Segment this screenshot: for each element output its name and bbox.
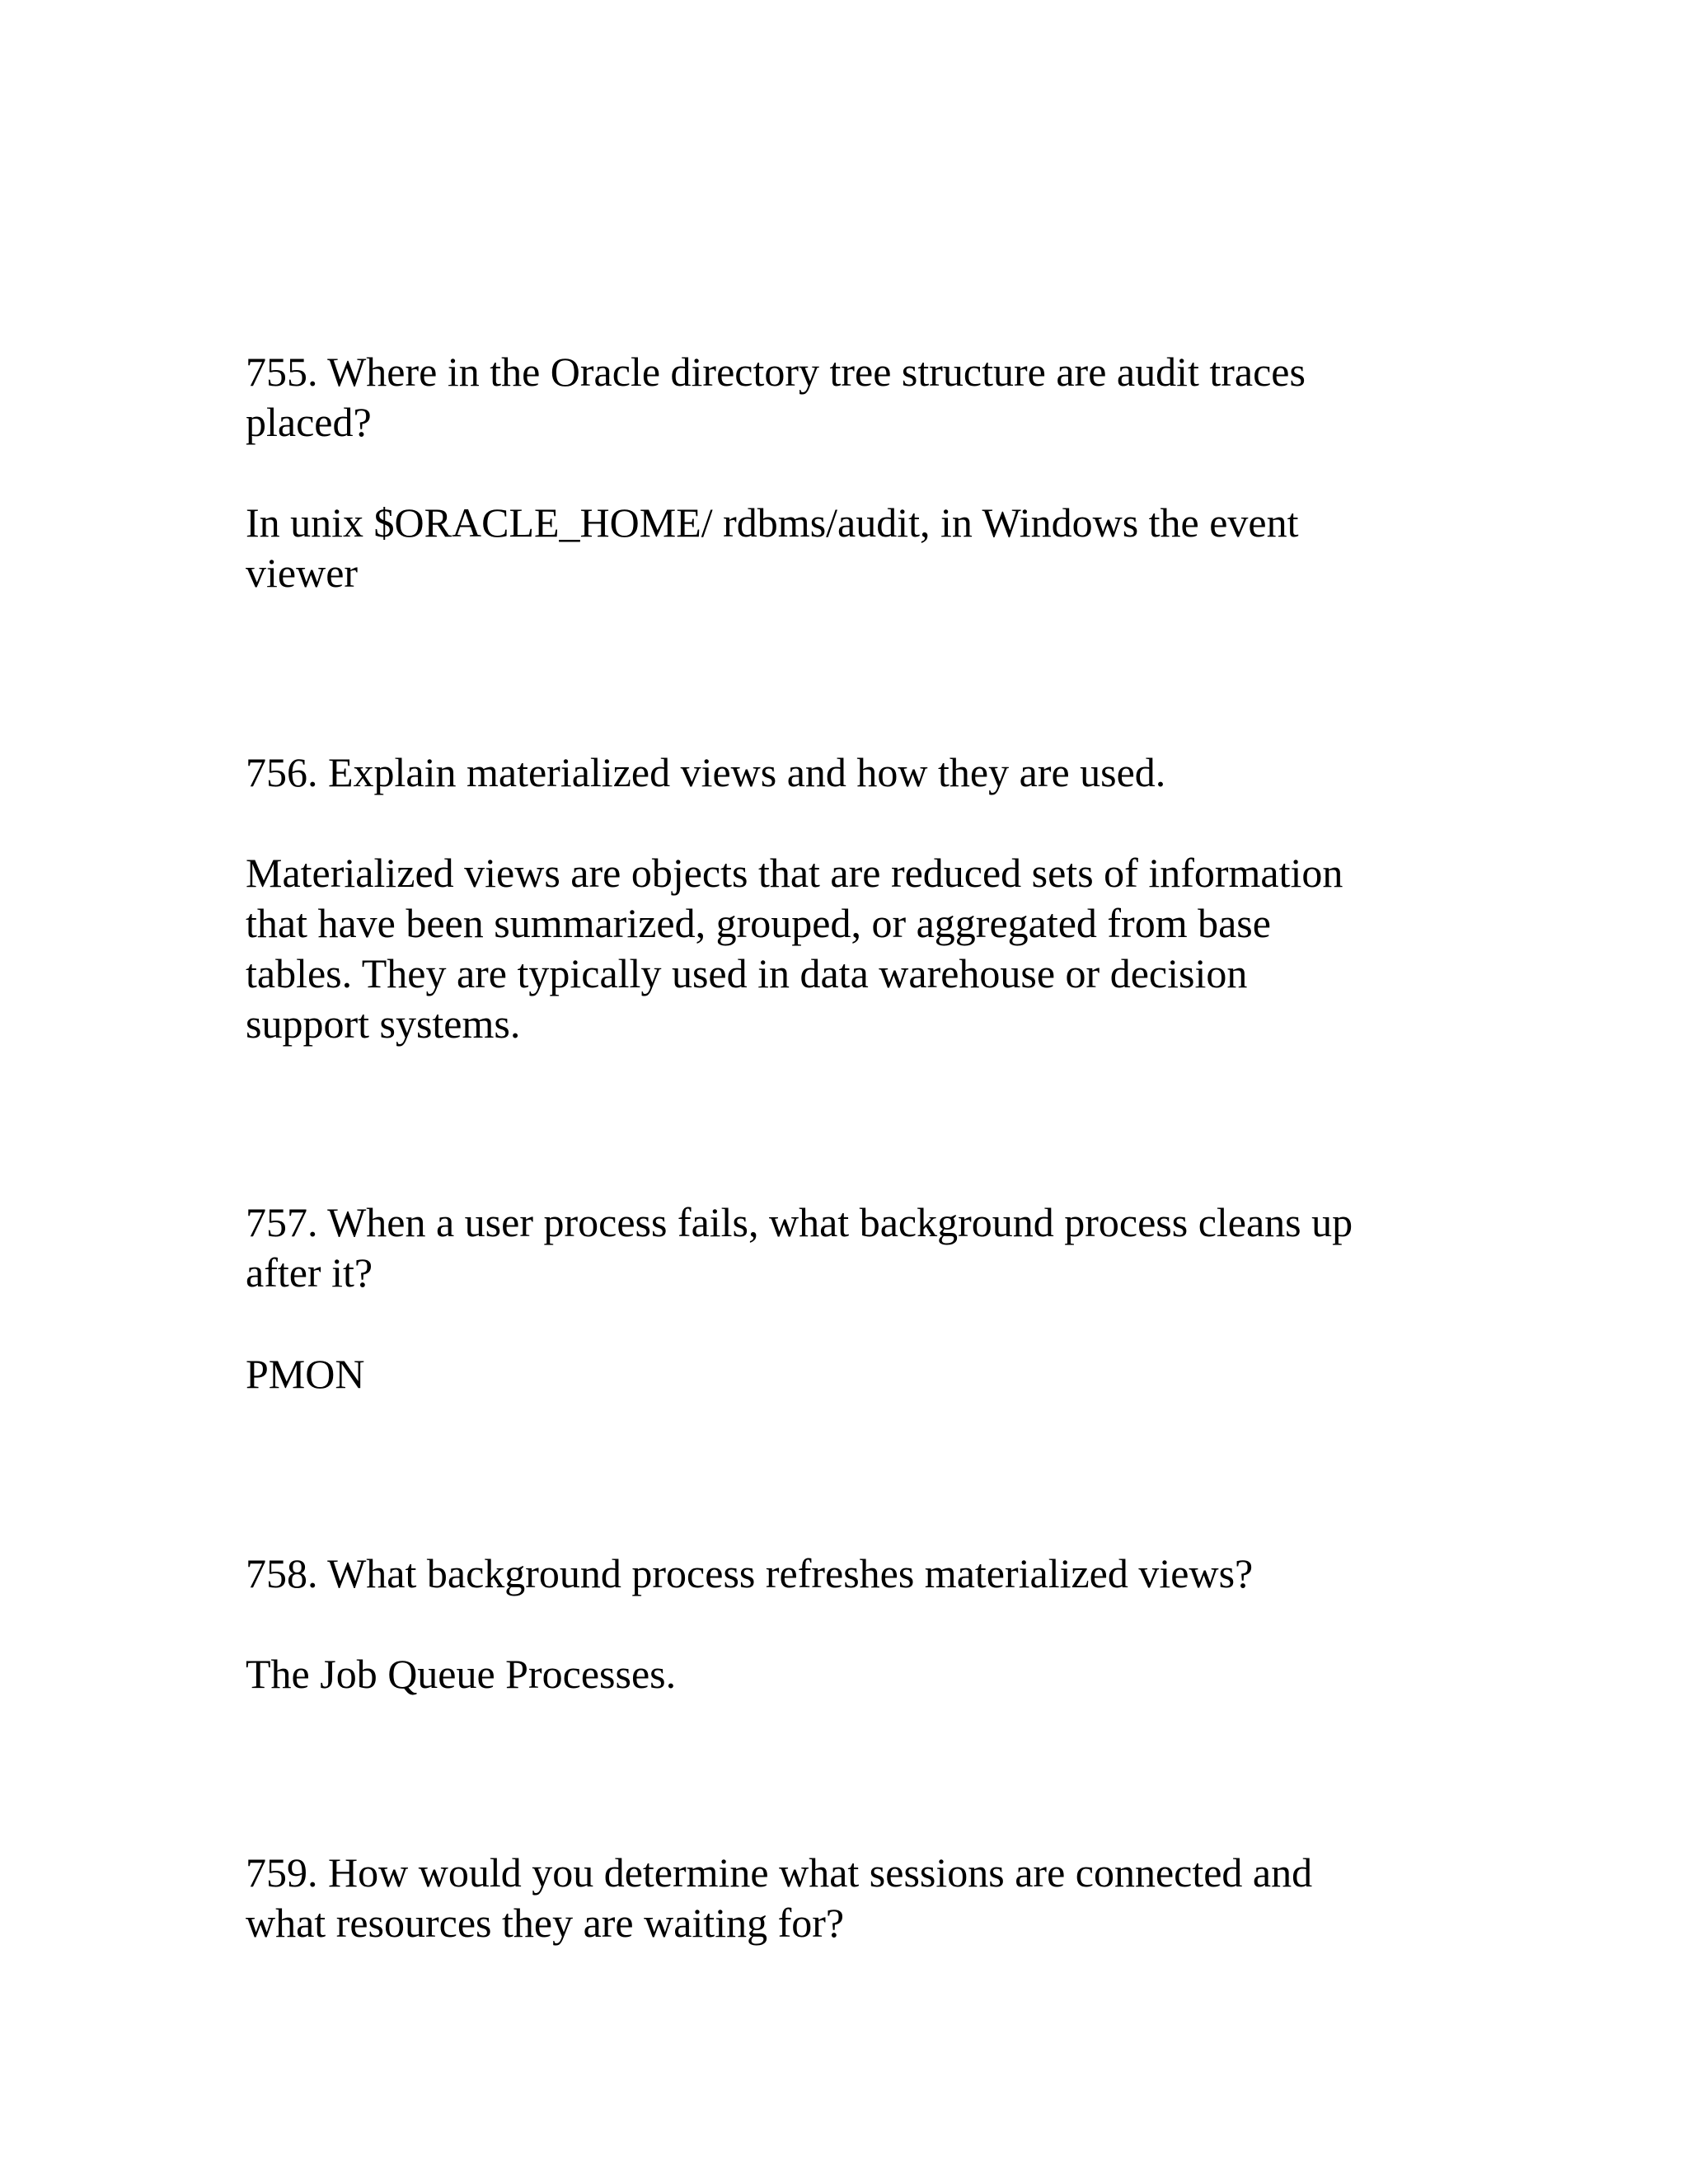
question-758: 758. What background process refreshes materialized views? xyxy=(246,1550,1254,1596)
question-757: 757. When a user process fails, what background process cleans up after it? xyxy=(246,1199,1353,1296)
answer-757: PMON xyxy=(246,1351,365,1397)
answer-756: Materialized views are objects that are reduced sets of information that have been summarized, grouped, or aggregated from base tables. They are typically used in data warehouse or decision support systems. xyxy=(246,850,1343,1047)
answer-758: The Job Queue Processes. xyxy=(246,1651,677,1697)
question-759: 759. How would you determine what sessions are connected and what resources they are waiting for? xyxy=(246,1849,1313,1946)
question-756: 756. Explain materialized views and how they are used. xyxy=(246,749,1166,795)
answer-755: In unix $ORACLE_HOME/ rdbms/audit, in Windows the event viewer xyxy=(246,499,1299,596)
question-755: 755. Where in the Oracle directory tree structure are audit traces placed? xyxy=(246,349,1306,445)
